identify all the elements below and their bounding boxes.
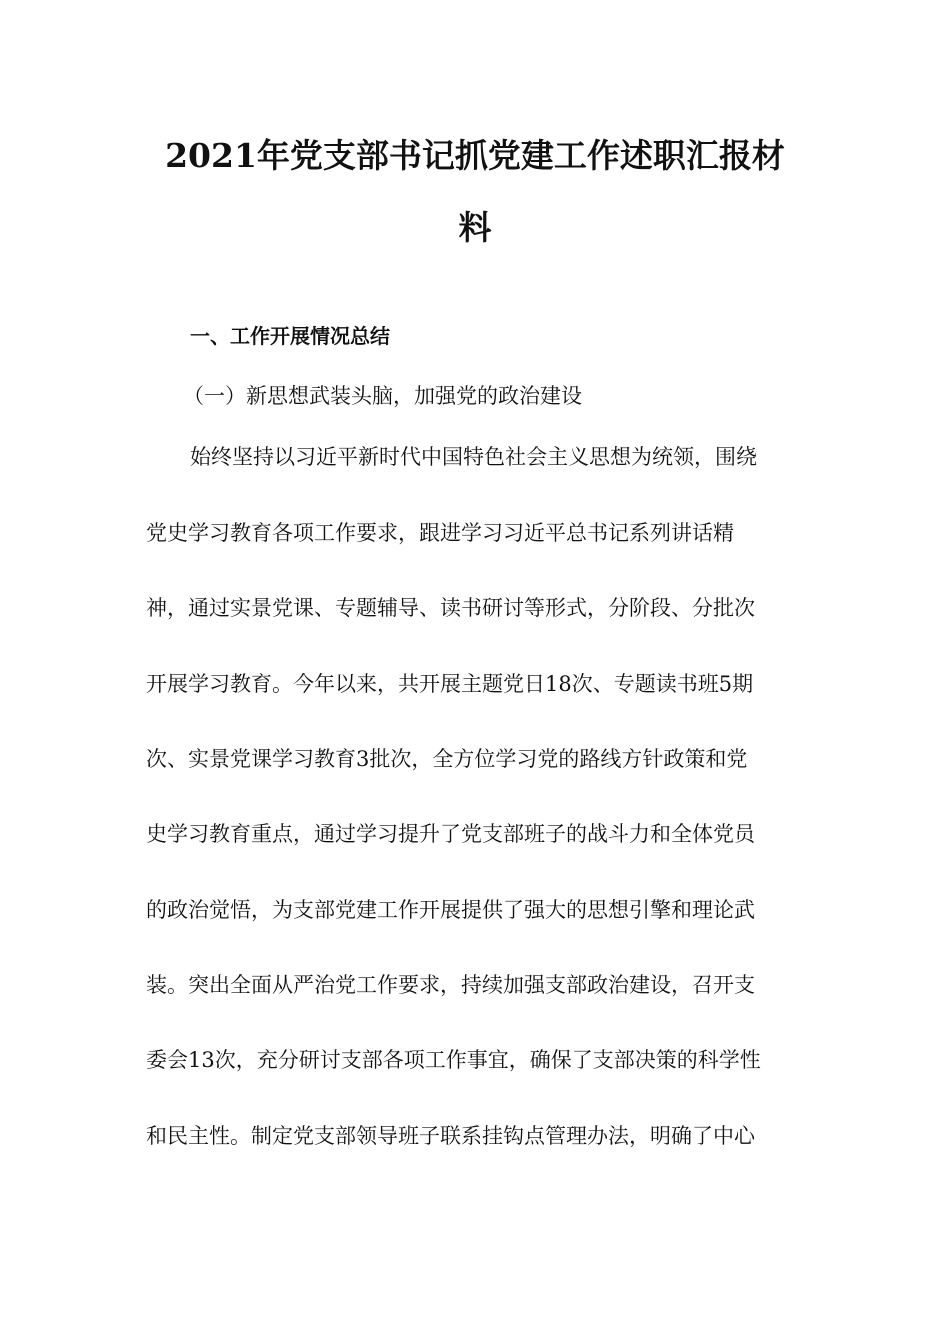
paragraph-line: 史学习教育重点，通过学习提升了党支部班子的战斗力和全体党员	[146, 822, 755, 846]
subsection-heading: （一）新思想武装头脑，加强党的政治建设	[183, 384, 582, 408]
paragraph-line: 委会13次，充分研讨支部各项工作事宜，确保了支部决策的科学性	[146, 1048, 761, 1072]
paragraph-line: 党史学习教育各项工作要求，跟进学习习近平总书记系列讲话精	[146, 521, 734, 545]
paragraph-line: 始终坚持以习近平新时代中国特色社会主义思想为统领，围绕	[190, 445, 757, 469]
paragraph-line: 的政治觉悟，为支部党建工作开展提供了强大的思想引擎和理论武	[146, 898, 755, 922]
paragraph-line: 装。突出全面从严治党工作要求，持续加强支部政治建设，召开支	[146, 973, 755, 997]
document-title-line-1: 2021年党支部书记抓党建工作述职汇报材	[165, 136, 785, 175]
paragraph-line: 次、实景党课学习教育3批次，全方位学习党的路线方针政策和党	[146, 747, 748, 771]
section-heading: 一、工作开展情况总结	[190, 324, 390, 348]
document-title-line-2: 料	[458, 208, 492, 247]
paragraph-line: 神，通过实景党课、专题辅导、读书研讨等形式，分阶段、分批次	[146, 596, 755, 620]
paragraph-line: 开展学习教育。今年以来，共开展主题党日18次、专题读书班5期	[146, 672, 754, 696]
paragraph-line: 和民主性。制定党支部领导班子联系挂钩点管理办法，明确了中心	[146, 1124, 755, 1148]
